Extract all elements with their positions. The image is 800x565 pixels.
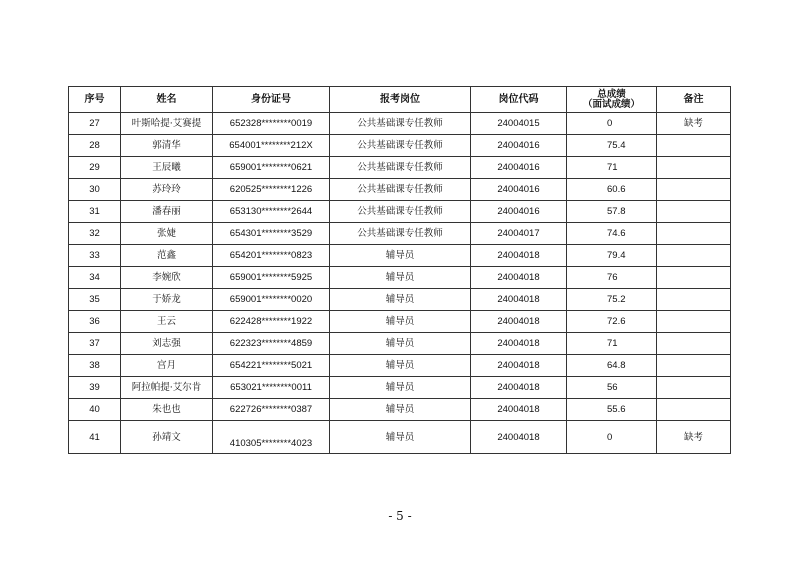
cell-id-number: 659001********5925 (213, 267, 330, 289)
cell-id-number: 622428********1922 (213, 311, 330, 333)
cell-position-code: 24004018 (471, 289, 567, 311)
cell-name: 苏玲玲 (121, 179, 213, 201)
cell-position-code: 24004016 (471, 201, 567, 223)
cell-score: 0 (567, 421, 657, 454)
cell-id-number: 659001********0621 (213, 157, 330, 179)
cell-seq: 27 (69, 113, 121, 135)
cell-id-number: 654201********0823 (213, 245, 330, 267)
cell-position-code: 24004015 (471, 113, 567, 135)
cell-remarks (657, 289, 731, 311)
cell-position-code: 24004016 (471, 179, 567, 201)
cell-seq: 29 (69, 157, 121, 179)
cell-name: 朱也也 (121, 399, 213, 421)
cell-score: 71 (567, 333, 657, 355)
cell-position: 辅导员 (330, 399, 471, 421)
table-row (69, 113, 731, 135)
cell-position-code: 24004018 (471, 245, 567, 267)
cell-score: 79.4 (567, 245, 657, 267)
cell-id-number: 654221********5021 (213, 355, 330, 377)
cell-remarks (657, 223, 731, 245)
cell-seq: 28 (69, 135, 121, 157)
cell-position-code: 24004018 (471, 267, 567, 289)
cell-remarks (657, 135, 731, 157)
cell-name: 李婉欣 (121, 267, 213, 289)
cell-score: 60.6 (567, 179, 657, 201)
cell-position-code: 24004018 (471, 421, 567, 454)
cell-remarks (657, 355, 731, 377)
cell-id-number: 652328********0019 (213, 113, 330, 135)
cell-position: 辅导员 (330, 355, 471, 377)
cell-seq: 34 (69, 267, 121, 289)
cell-position-code: 24004016 (471, 157, 567, 179)
cell-position-code: 24004018 (471, 333, 567, 355)
cell-position: 公共基础课专任教师 (330, 179, 471, 201)
header-name: 姓名 (121, 87, 213, 113)
cell-position: 辅导员 (330, 289, 471, 311)
cell-position: 辅导员 (330, 421, 471, 454)
cell-score: 75.4 (567, 135, 657, 157)
table-row (69, 289, 731, 311)
cell-position-code: 24004018 (471, 377, 567, 399)
table-row (69, 157, 731, 179)
header-position-code: 岗位代码 (471, 87, 567, 113)
cell-name: 张婕 (121, 223, 213, 245)
table-row (69, 333, 731, 355)
cell-remarks: 缺考 (657, 113, 731, 135)
header-total-score-line1: 总成绩 (597, 88, 626, 100)
cell-position-code: 24004018 (471, 311, 567, 333)
table-body (69, 113, 731, 454)
cell-position: 公共基础课专任教师 (330, 113, 471, 135)
cell-score: 57.8 (567, 201, 657, 223)
table-row (69, 421, 731, 454)
results-table (68, 86, 731, 454)
table-row (69, 377, 731, 399)
cell-id-number: 653130********2644 (213, 201, 330, 223)
cell-seq: 33 (69, 245, 121, 267)
cell-score: 64.8 (567, 355, 657, 377)
cell-name: 刘志强 (121, 333, 213, 355)
cell-score: 74.6 (567, 223, 657, 245)
cell-id-number: 622323********4859 (213, 333, 330, 355)
cell-score: 55.6 (567, 399, 657, 421)
table-row (69, 201, 731, 223)
cell-id-number: 654301********3529 (213, 223, 330, 245)
cell-remarks (657, 333, 731, 355)
cell-score: 75.2 (567, 289, 657, 311)
cell-id-number: 659001********0020 (213, 289, 330, 311)
cell-position: 公共基础课专任教师 (330, 157, 471, 179)
header-remarks: 备注 (657, 87, 731, 113)
cell-seq: 32 (69, 223, 121, 245)
cell-score: 72.6 (567, 311, 657, 333)
cell-id-number: 653021********0011 (213, 377, 330, 399)
cell-seq: 41 (69, 421, 121, 454)
cell-score: 56 (567, 377, 657, 399)
cell-seq: 36 (69, 311, 121, 333)
cell-remarks (657, 267, 731, 289)
cell-remarks (657, 157, 731, 179)
header-position: 报考岗位 (330, 87, 471, 113)
cell-name: 孙靖文 (121, 421, 213, 454)
cell-position: 辅导员 (330, 333, 471, 355)
cell-position: 公共基础课专任教师 (330, 223, 471, 245)
cell-remarks: 缺考 (657, 421, 731, 454)
cell-position: 辅导员 (330, 245, 471, 267)
cell-position: 公共基础课专任教师 (330, 135, 471, 157)
table-row (69, 355, 731, 377)
cell-name: 王辰曦 (121, 157, 213, 179)
table-row (69, 267, 731, 289)
cell-remarks (657, 245, 731, 267)
cell-name: 范鑫 (121, 245, 213, 267)
cell-name: 叶斯哈提·艾赛提 (121, 113, 213, 135)
cell-remarks (657, 311, 731, 333)
cell-position: 辅导员 (330, 377, 471, 399)
table-row (69, 245, 731, 267)
header-seq: 序号 (69, 87, 121, 113)
page-number: - 5 - (388, 509, 412, 523)
cell-name: 潘春丽 (121, 201, 213, 223)
table-row (69, 179, 731, 201)
cell-position-code: 24004016 (471, 135, 567, 157)
cell-position: 公共基础课专任教师 (330, 201, 471, 223)
cell-score: 0 (567, 113, 657, 135)
table-row (69, 223, 731, 245)
table-row (69, 135, 731, 157)
cell-id-number: 654001********212X (213, 135, 330, 157)
cell-id-number: 410305********4023 (213, 421, 330, 454)
cell-seq: 35 (69, 289, 121, 311)
cell-seq: 30 (69, 179, 121, 201)
header-id-number: 身份证号 (213, 87, 330, 113)
cell-seq: 31 (69, 201, 121, 223)
cell-score: 71 (567, 157, 657, 179)
cell-position-code: 24004018 (471, 399, 567, 421)
cell-id-number: 620525********1226 (213, 179, 330, 201)
cell-name: 郭清华 (121, 135, 213, 157)
cell-position: 辅导员 (330, 267, 471, 289)
header-row (69, 87, 731, 113)
cell-position-code: 24004018 (471, 355, 567, 377)
cell-seq: 38 (69, 355, 121, 377)
cell-id-number: 622726********0387 (213, 399, 330, 421)
cell-name: 宫月 (121, 355, 213, 377)
cell-remarks (657, 399, 731, 421)
cell-name: 于娇龙 (121, 289, 213, 311)
header-total-score (567, 87, 657, 113)
cell-position-code: 24004017 (471, 223, 567, 245)
cell-score: 76 (567, 267, 657, 289)
cell-remarks (657, 377, 731, 399)
cell-seq: 39 (69, 377, 121, 399)
cell-seq: 40 (69, 399, 121, 421)
cell-position: 辅导员 (330, 311, 471, 333)
table-row (69, 399, 731, 421)
cell-name: 王云 (121, 311, 213, 333)
header-total-score-line2: （面试成绩） (582, 98, 640, 110)
cell-remarks (657, 179, 731, 201)
cell-seq: 37 (69, 333, 121, 355)
cell-remarks (657, 201, 731, 223)
cell-name: 阿拉帕提·艾尔肯 (121, 377, 213, 399)
table-row (69, 311, 731, 333)
